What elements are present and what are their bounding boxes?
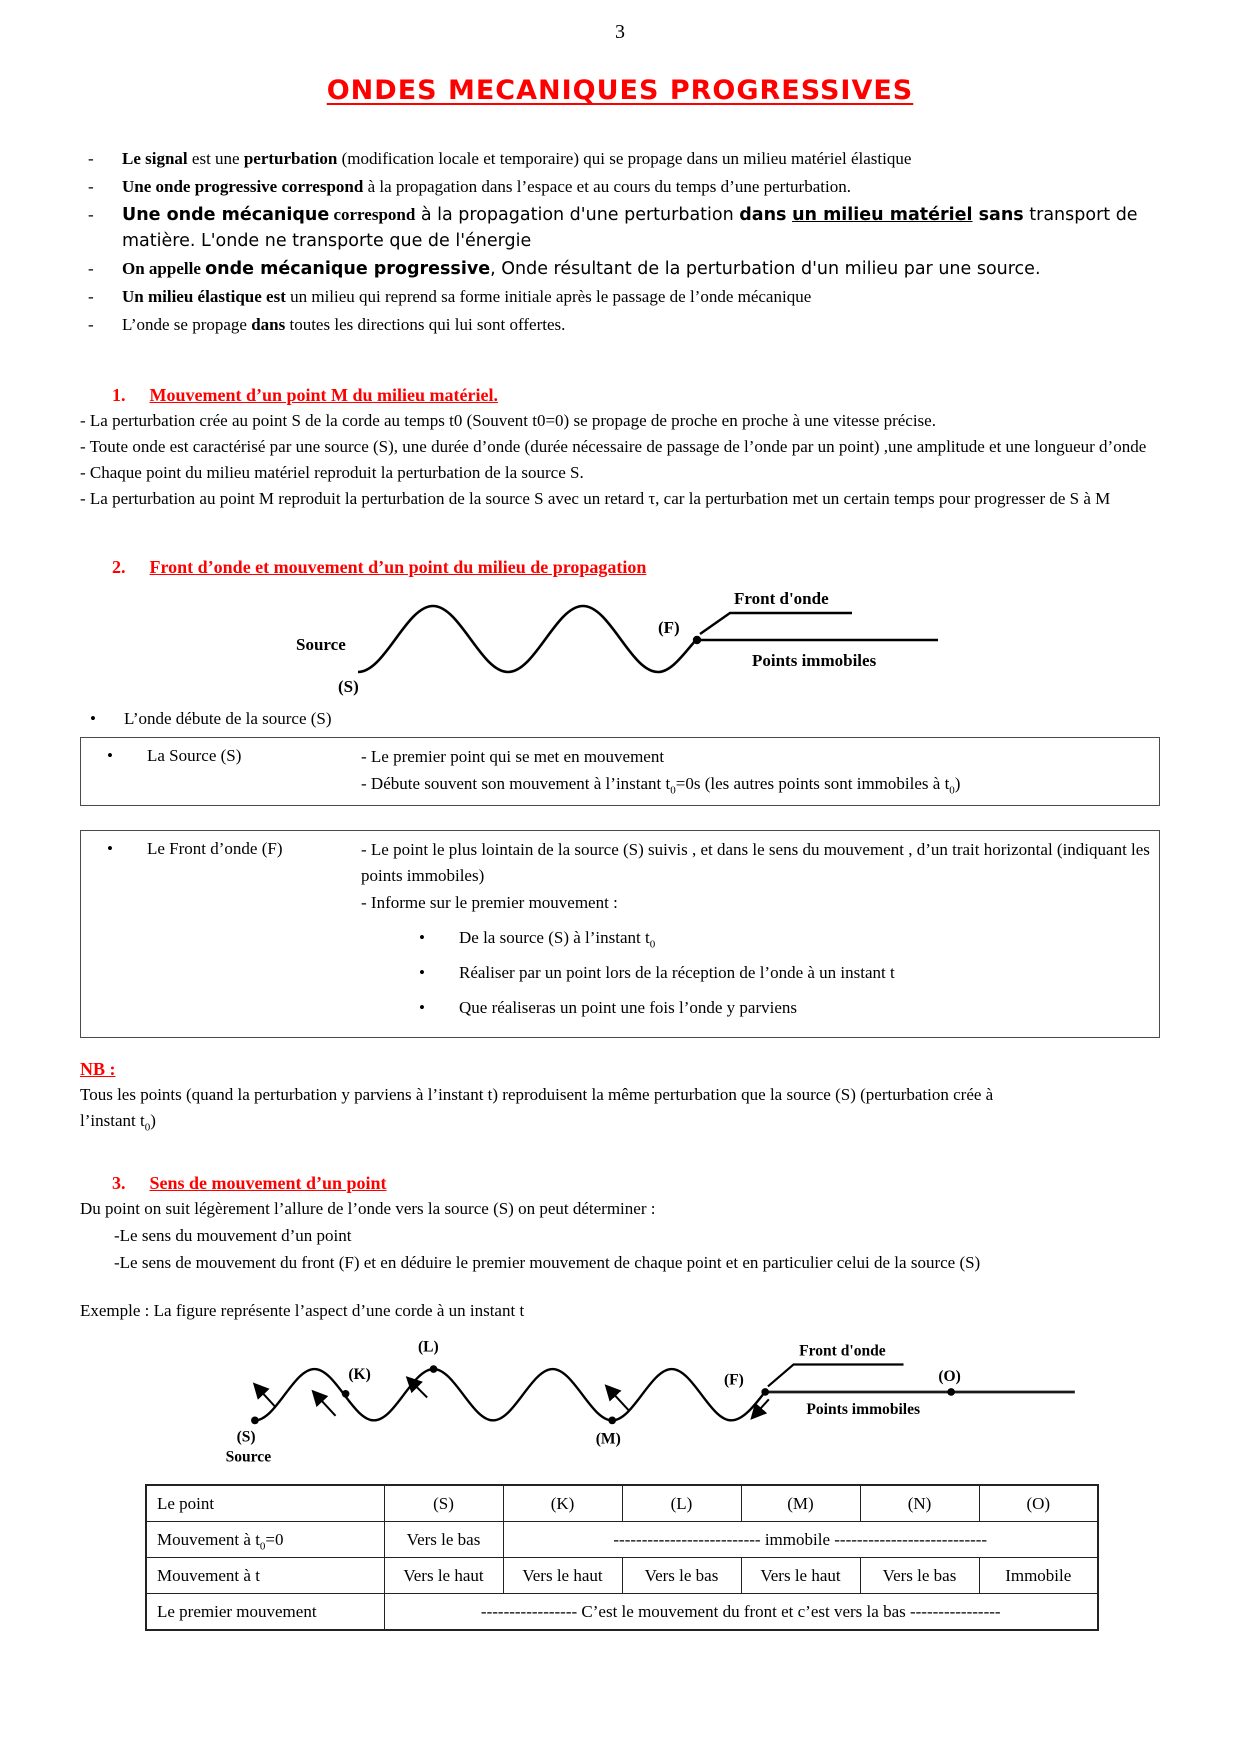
bullet-marker: • [419, 998, 425, 1017]
paragraph: - Toute onde est caractérisé par une source (S), une durée d’onde (durée nécessaire de passage de l’onde par un point) ,une amplitude et une longueur d’onde [80, 437, 1147, 456]
table-row [146, 1558, 1098, 1594]
arrow-F [752, 1399, 768, 1417]
list-item-text: Le sens de mouvement du front (F) et en déduire le premier mouvement de chaque point et en particulier celui de la source (S) [119, 1253, 981, 1272]
list-item-text: Le signal est une perturbation (modification locale et temporaire) qui se propage dans un milieu matériel élastique [122, 149, 912, 168]
intro-bullet-list [80, 146, 1160, 338]
list-item [80, 1250, 1160, 1276]
bullet-marker: • [419, 928, 425, 947]
figure-front-label: Front d'onde [734, 589, 829, 608]
box-term [89, 743, 361, 798]
table-cell: Vers le bas [860, 1558, 979, 1594]
point-L-dot [430, 1365, 438, 1373]
list-item-text: Un milieu élastique est un milieu qui reprend sa forme initiale après le passage de l’onde mécanique [122, 287, 812, 306]
point-L-label: (L) [417, 1338, 439, 1356]
section-3-intro: Du point on suit légèrement l’allure de l’onde vers la source (S) on peut déterminer : [80, 1199, 656, 1218]
wave-curve [358, 606, 696, 672]
list-item-text: De la source (S) à l’instant $t_0$ [459, 928, 656, 951]
wave-figure-1 [290, 584, 950, 696]
figure-immobile-label: Points immobiles [806, 1400, 921, 1418]
movement-table [145, 1484, 1099, 1631]
point-O-dot [947, 1388, 955, 1396]
table-cell: (S) [384, 1485, 503, 1522]
front-definition-box [80, 830, 1160, 1038]
wave-figure-2 [218, 1326, 1098, 1468]
table-cell: Mouvement à t [146, 1558, 384, 1594]
figure-corde-example [218, 1326, 1160, 1476]
table-cell: -------------------------- immobile --------------------------- [503, 1522, 1098, 1558]
list-item [80, 202, 1160, 254]
point-F-label: (F) [658, 618, 680, 637]
table-cell: Immobile [979, 1558, 1098, 1594]
onde-debute-bullet [80, 706, 1160, 732]
box-line: - Informe sur le premier mouvement : [361, 893, 618, 912]
point-S-label: (S) [236, 1428, 256, 1446]
box-definition [361, 743, 1151, 798]
figure-front-label: Front d'onde [799, 1342, 886, 1360]
bullet-marker: • [90, 709, 96, 728]
table-cell: Vers le bas [384, 1522, 503, 1558]
section-title: Sens de mouvement d’un point [149, 1173, 387, 1193]
sub [413, 960, 1151, 986]
table-cell: Vers le bas [622, 1558, 741, 1594]
table-cell: ----------------- C’est le mouvement du front et c’est vers la bas ---------------- [384, 1594, 1098, 1631]
figure-immobile-label: Points immobiles [752, 651, 877, 670]
paragraph: - La perturbation crée au point S de la corde au temps t0 (Souvent t0=0) se propage de proche en proche à une vitesse précise. [80, 411, 936, 430]
section-1-body [80, 408, 1160, 512]
point-F-dot [761, 1388, 769, 1396]
paragraph: - Chaque point du milieu matériel reproduit la perturbation de la source S. [80, 463, 584, 482]
table-cell: Mouvement à $t_0=0$ [146, 1522, 384, 1558]
table-cell: Vers le haut [503, 1558, 622, 1594]
bullet-marker: - [114, 1253, 120, 1272]
box-term-label: Le Front d’onde (F) [147, 839, 283, 858]
arrow-S [255, 1385, 275, 1407]
box-term [89, 836, 361, 1030]
list-item-text: Une onde mécanique correspond à la propagation d'une perturbation dans un milieu matériel sans transport de matière. L'onde ne transporte que de l'énergie [122, 205, 1138, 251]
point-S-label: (S) [338, 677, 359, 696]
arrow-K [314, 1392, 336, 1416]
box-line: - Le point le plus lointain de la source (S) suivis , et dans le sens du mouvement , d’un trait horizontal (indiquant les points immobiles) [361, 840, 1150, 885]
figure-wave-front [290, 584, 950, 704]
list-item-text: L’onde se propage dans toutes les directions qui lui sont offertes. [122, 315, 566, 334]
bullet-marker: - [88, 149, 94, 168]
bullet-marker: - [88, 205, 94, 224]
document-title: ONDES MECANIQUES PROGRESSIVES [326, 75, 914, 106]
point-F-label: (F) [723, 1371, 744, 1389]
section-title: Mouvement d’un point M du milieu matériel. [149, 385, 498, 405]
point-K-dot [342, 1390, 350, 1398]
list-item [80, 146, 1160, 172]
bullet-marker: - [88, 259, 94, 278]
section-3-heading [80, 1170, 1160, 1196]
front-callout-line [700, 613, 852, 634]
table-cell: Vers le haut [384, 1558, 503, 1594]
list-item [80, 256, 1160, 282]
bullet-marker: - [88, 315, 94, 334]
table-cell: (L) [622, 1485, 741, 1522]
box-line: - Le premier point qui se met en mouvement [361, 747, 665, 766]
section-title: Front d’onde et mouvement d’un point du milieu de propagation [149, 557, 647, 577]
table-cell: (O) [979, 1485, 1098, 1522]
point-F-dot [693, 636, 701, 644]
point-M-dot [608, 1417, 616, 1425]
box-term-label: La Source (S) [147, 746, 242, 765]
bullet-text: L’onde débute de la source (S) [124, 709, 332, 728]
sub [413, 925, 1151, 951]
table-cell: Le point [146, 1485, 384, 1522]
table-row [146, 1594, 1098, 1631]
bullet-marker: • [107, 746, 113, 765]
list-item-text: Le sens du mouvement d’un point [119, 1226, 352, 1245]
arrow-L [408, 1378, 427, 1397]
list-item-text: Réaliser par un point lors de la réception de l’onde à un instant t [459, 963, 895, 982]
front-callout-line [768, 1364, 904, 1386]
section-1-heading [80, 382, 1160, 408]
box-line: - Débute souvent son mouvement à l’instant $t_0=0s$ (les autres points sont immobiles à $t_0$) [361, 774, 961, 797]
list-item-text: Que réaliseras un point une fois l’onde y parviens [459, 998, 798, 1017]
point-M-label: (M) [595, 1430, 621, 1448]
figure-source-label: Source [296, 635, 346, 654]
bullet-marker: - [88, 287, 94, 306]
bullet-marker: • [419, 963, 425, 982]
nb-label: NB : [80, 1059, 116, 1079]
source-definition-box [80, 737, 1160, 806]
point-O-label: (O) [938, 1367, 961, 1385]
sub [413, 995, 1151, 1021]
section-2-heading [80, 554, 1160, 580]
page-number: 3 [615, 21, 625, 43]
table-cell: (K) [503, 1485, 622, 1522]
paragraph: - La perturbation au point M reproduit la perturbation de la source S avec un retard τ, car la perturbation met un certain temps pour progresser de S à M [80, 489, 1111, 508]
list-item [80, 1223, 1160, 1249]
table-cell: (N) [860, 1485, 979, 1522]
table-row [146, 1522, 1098, 1558]
list-item [80, 174, 1160, 200]
bullet-marker: - [88, 177, 94, 196]
section-number: 3. [112, 1173, 126, 1193]
table-row [146, 1485, 1098, 1522]
table-cell: Le premier mouvement [146, 1594, 384, 1631]
nb-text: Tous les points (quand la perturbation y parviens à l’instant t) reproduisent la même perturbation que la source (S) (perturbation crée à l’instant $t_0$) [80, 1085, 994, 1134]
example-intro: Exemple : La figure représente l’aspect d’une corde à un instant t [80, 1301, 525, 1320]
bullet-marker: - [114, 1226, 120, 1245]
bullet-marker: • [107, 839, 113, 858]
box-definition [361, 836, 1151, 1030]
list-item [80, 312, 1160, 338]
section-number: 2. [112, 557, 126, 577]
list-item-text: Une onde progressive correspond à la propagation dans l’espace et au cours du temps d’une perturbation. [122, 177, 851, 196]
point-K-label: (K) [348, 1366, 371, 1384]
table-cell: (M) [741, 1485, 860, 1522]
list-item [80, 284, 1160, 310]
table-cell: Vers le haut [741, 1558, 860, 1594]
figure-source-label: Source [225, 1448, 272, 1466]
arrow-M [607, 1386, 629, 1410]
point-S-dot [251, 1417, 259, 1425]
section-number: 1. [112, 385, 126, 405]
section-3-list [80, 1223, 1160, 1276]
list-item-text: On appelle onde mécanique progressive, Onde résultant de la perturbation d'un milieu par une source. [122, 259, 1041, 279]
